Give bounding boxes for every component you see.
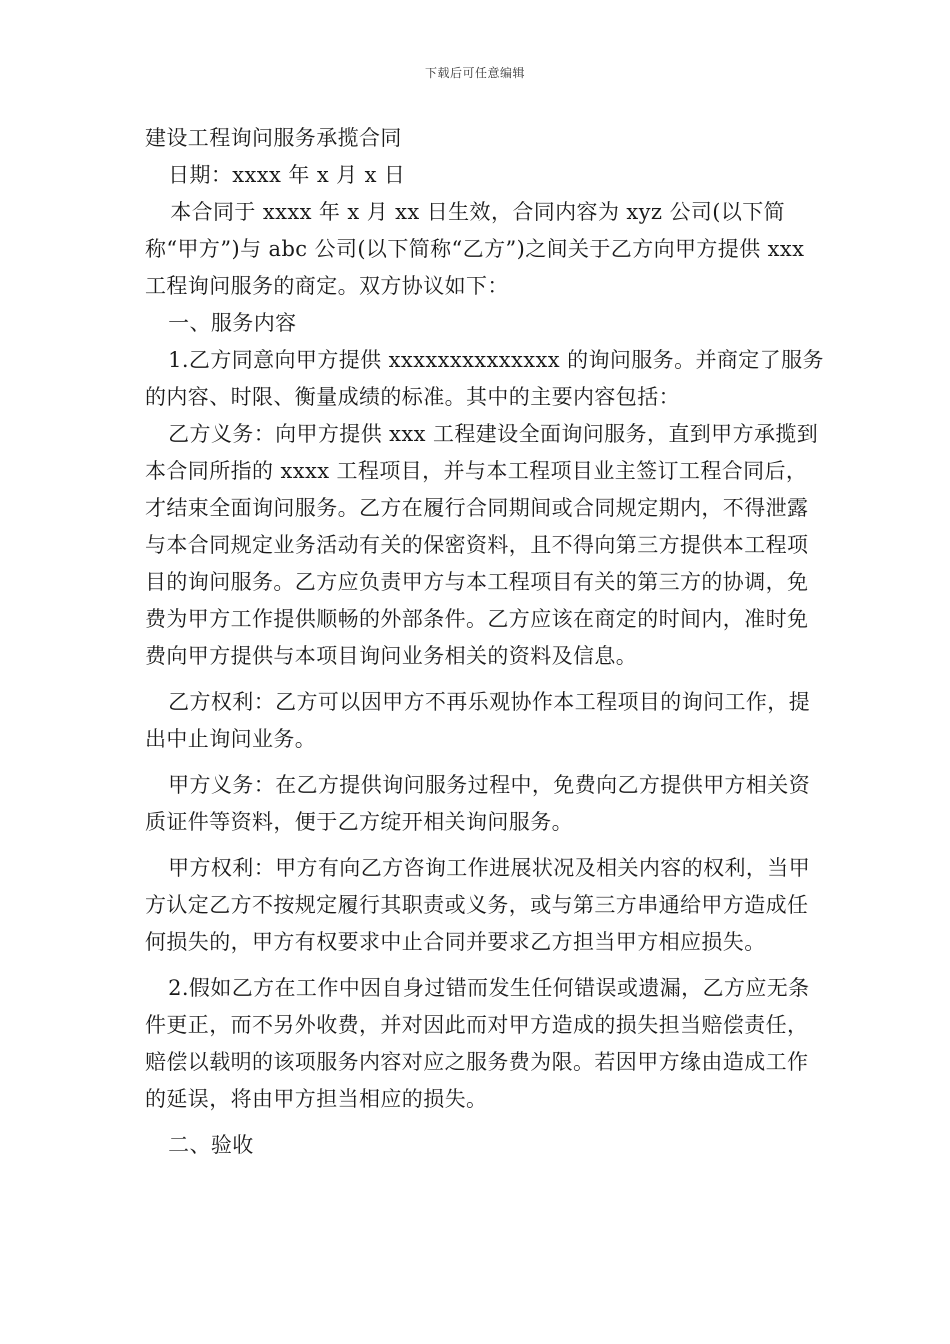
- page-header: 下载后可任意编辑: [424, 66, 525, 80]
- party-b-rights: 乙方权利：乙方可以因甲方不再乐观协作本工程项目的询问工作，提出中止询问业务。: [145, 690, 811, 751]
- document-title: 建设工程询问服务承揽合同: [145, 126, 402, 150]
- party-b-duties: 乙方义务：向甲方提供 xxx 工程建设全面询问服务，直到甲方承揽到本合同所指的 xxxx 工程项目，并与本工程项目业主签订工程合同后，才结束全面询问服务。乙方在履行合同期间或合同规定期内，不得泄露与本合同规定业务活动有关的保密资料，且不得向第三方提供本工程项目的询问服务。乙方应负责甲方与本工程项目有关的第三方的协调，免费为甲方工作提供顺畅的外部条件。乙方应该在商定的时间内，准时免费向甲方提供与本项目询问业务相关的资料及信息。: [145, 422, 819, 668]
- intro-paragraph: 本合同于 xxxx 年 x 月 xx 日生效，合同内容为 xyz 公司(以下简称“甲方”)与 abc 公司(以下简称“乙方”)之间关于乙方向甲方提供 xxx 工程询问服务的商定。双方协议如下：: [145, 200, 805, 298]
- clause-1: 1.乙方同意向甲方提供 xxxxxxxxxxxxxx 的询问服务。并商定了服务的内容、时限、衡量成绩的标准。其中的主要内容包括：: [145, 348, 824, 409]
- section-heading-services: 一、服务内容: [168, 311, 297, 335]
- section-heading-acceptance: 二、验收: [168, 1133, 254, 1157]
- document-body: [145, 120, 825, 1173]
- document-date: 日期：xxxx 年 x 月 x 日: [168, 163, 406, 187]
- party-a-rights: 甲方权利：甲方有向乙方咨询工作进展状况及相关内容的权利，当甲方认定乙方不按规定履行其职责或义务，或与第三方串通给甲方造成任何损失的，甲方有权要求中止合同并要求乙方担当甲方相应损失。: [145, 856, 811, 954]
- party-a-duties: 甲方义务：在乙方提供询问服务过程中，免费向乙方提供甲方相关资质证件等资料，便于乙方绽开相关询问服务。: [145, 773, 811, 834]
- clause-2: 2.假如乙方在工作中因自身过错而发生任何错误或遗漏，乙方应无条件更正，而不另外收费，并对因此而对甲方造成的损失担当赔偿责任，赔偿以载明的该项服务内容对应之服务费为限。若因甲方缘由造成工作的延误，将由甲方担当相应的损失。: [145, 976, 810, 1111]
